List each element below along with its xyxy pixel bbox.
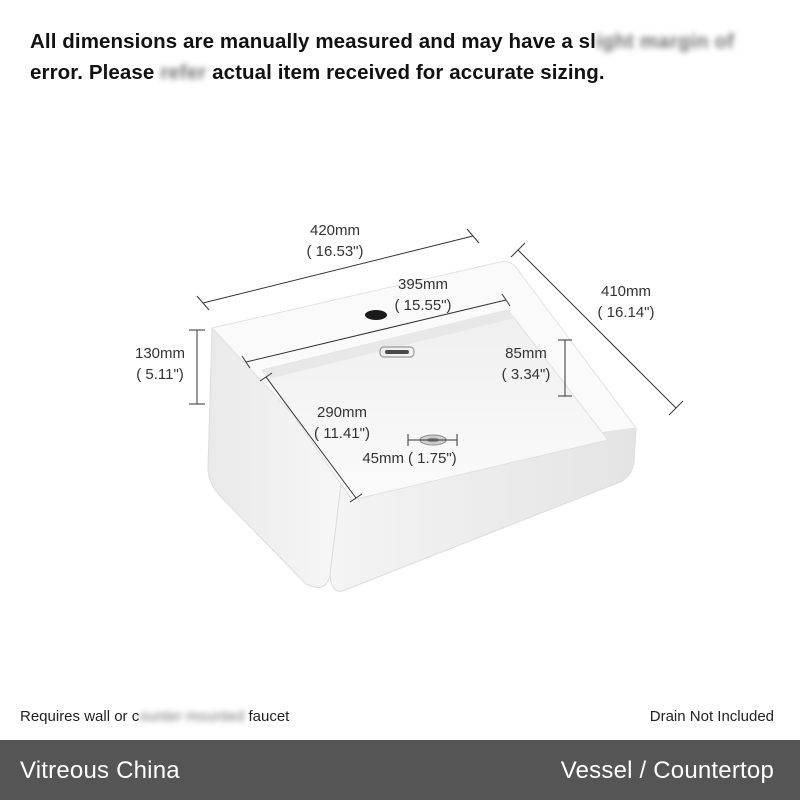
label-drain-imperial: ( 1.75") [408,450,457,467]
overflow-slot-icon [380,347,414,357]
material-label: Vitreous China [20,757,180,784]
label-inner-width-metric: 395mm [397,276,449,293]
label-drain-metric: 45mm [362,450,404,467]
label-basin-depth-imperial: ( 3.34") [501,366,551,383]
faucet-requirement-note [20,708,289,725]
label-height-imperial: ( 5.11") [136,366,184,383]
note-left-part-1: Requires wall or c [20,708,140,725]
label-height-metric: 130mm [134,345,186,362]
note-left-blurred: ounter mounted [139,708,245,725]
label-depth-metric: 410mm [600,283,652,300]
disclaimer-part-2: error. Please [30,61,161,84]
label-inner-length-metric: 290mm [316,404,368,421]
label-basin-depth-metric: 85mm [505,345,547,362]
drain-note: Drain Not Included [649,708,774,725]
note-left-part-2: faucet [244,708,290,725]
disclaimer-part-1: All dimensions are manually measured and may have a sl [30,30,596,53]
mount-type-label: Vessel / Countertop [560,757,774,784]
disclaimer-blurred-2: refer [160,61,207,84]
label-overall-width-metric: 420mm [309,222,361,239]
footer-bar [0,740,800,800]
label-inner-width-imperial: ( 15.55") [394,297,452,314]
label-depth-imperial: ( 16.14") [597,304,655,321]
label-inner-length-imperial: ( 11.41") [314,425,370,442]
label-overall-width-imperial: ( 16.53") [306,243,364,260]
disclaimer-blurred-1: ight margin of [595,30,735,53]
faucet-hole-icon [365,310,387,320]
disclaimer-part-3: actual item received for accurate sizing. [206,61,605,84]
